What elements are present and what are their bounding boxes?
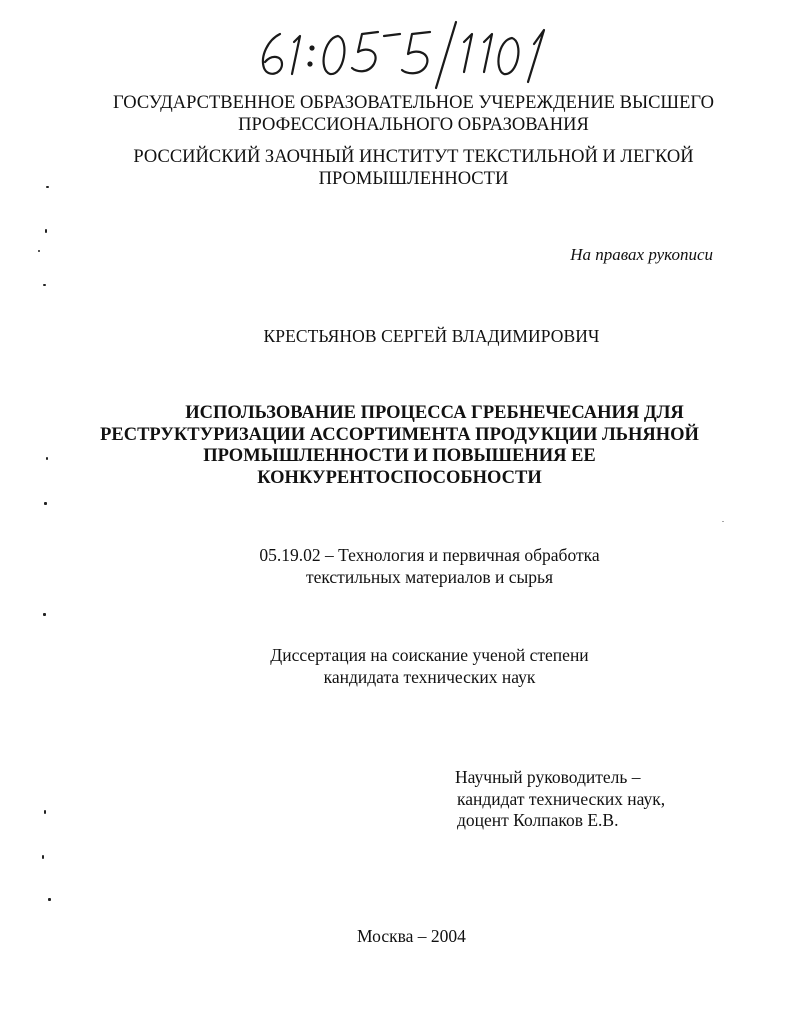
- scan-speck: [43, 613, 46, 616]
- rights-note: На правах рукописи: [570, 245, 713, 264]
- specialty-line-2: текстильных материалов и сырья: [305, 566, 554, 587]
- institution-line-4: ПРОМЫШЛЕННОСТИ: [318, 169, 509, 189]
- advisor-line-1: Научный руководитель –: [455, 767, 641, 787]
- scan-speck: [45, 229, 47, 233]
- degree-line-2: кандидата технических наук: [323, 666, 536, 687]
- scan-speck: [44, 502, 47, 505]
- specialty-line-1: 05.19.02 – Технология и первичная обработка: [259, 545, 600, 565]
- scan-speck: [38, 250, 40, 252]
- institution-line-2: ПРОФЕССИОНАЛЬНОГО ОБРАЗОВАНИЯ: [238, 115, 589, 135]
- advisor-line-3: доцент Колпаков Е.В.: [457, 810, 619, 830]
- place-and-year-text: Москва – 2004: [357, 926, 466, 946]
- scan-speck: [43, 284, 46, 286]
- scan-speck: [46, 457, 48, 460]
- degree-line-1: Диссертация на соискание ученой степени: [270, 645, 589, 665]
- dissertation-title: [0, 403, 799, 489]
- degree-statement: [30, 645, 799, 688]
- scan-speck: [44, 810, 46, 814]
- place-and-year: [12, 925, 799, 947]
- scan-speck: [46, 186, 49, 188]
- scan-speck: [722, 521, 724, 522]
- title-line-3: ПРОМЫШЛЕННОСТИ И ПОВЫШЕНИЯ ЕЕ: [203, 446, 596, 466]
- institution-header-2: [14, 146, 799, 190]
- author-name: [32, 325, 799, 347]
- scan-speck: [48, 898, 51, 901]
- specialty-code: [30, 545, 799, 588]
- scientific-advisor: [455, 767, 665, 832]
- scan-speck: [42, 855, 44, 859]
- title-line-2: РЕСТРУКТУРИЗАЦИИ АССОРТИМЕНТА ПРОДУКЦИИ ЛЬНЯНОЙ: [100, 424, 699, 445]
- advisor-line-2: кандидат технических наук,: [457, 788, 666, 809]
- author-name-text: КРЕСТЬЯНОВ СЕРГЕЙ ВЛАДИМИРОВИЧ: [263, 326, 600, 346]
- institution-line-3: РОССИЙСКИЙ ЗАОЧНЫЙ ИНСТИТУТ ТЕКСТИЛЬНОЙ И ЛЕГКОЙ: [133, 147, 694, 167]
- title-line-4: КОНКУРЕНТОСПОСОБНОСТИ: [257, 467, 542, 488]
- title-line-1: ИСПОЛЬЗОВАНИЕ ПРОЦЕССА ГРЕБНЕЧЕСАНИЯ ДЛЯ: [185, 403, 684, 423]
- institution-line-1: ГОСУДАРСТВЕННОЕ ОБРАЗОВАТЕЛЬНОЕ УЧЕРЕЖДЕНИЕ ВЫСШЕГО: [113, 93, 714, 113]
- handwritten-archive-mark: [250, 12, 550, 92]
- institution-header-1: [14, 92, 799, 136]
